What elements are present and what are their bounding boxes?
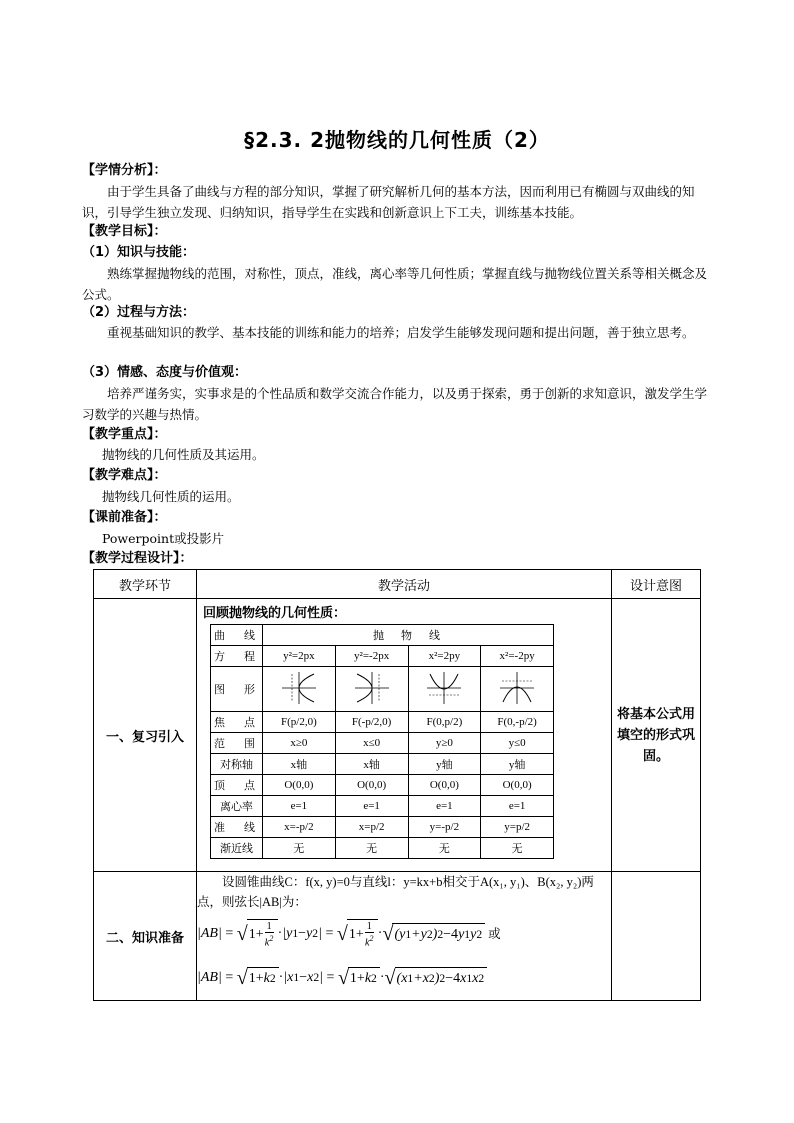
- inner-row-label: 对称轴: [211, 754, 263, 775]
- inner-cell: y=p/2: [481, 817, 554, 838]
- inner-cell: 无: [263, 838, 336, 859]
- parabola-graph-1: [280, 670, 318, 706]
- paragraph-goal-attitude: 培养严谨务实，实事求是的个性品质和数学交流合作能力，以及勇于探索，勇于创新的求知意识，激发学生学习数学的兴趣与热情。: [82, 386, 708, 422]
- heading-goal-process: （2）过程与方法：: [82, 305, 196, 320]
- inner-cell: y²=-2px: [335, 646, 408, 667]
- paragraph-analysis: 由于学生具备了曲线与方程的部分知识，掌握了研究解析几何的基本方法，因而利用已有椭圆与双曲线的知识，引导学生独立发现、归纳知识，指导学生在实践和创新意识上下工夫，训练基本技能。: [82, 184, 695, 220]
- inner-cell: y²=2px: [263, 646, 336, 667]
- heading-preparation: 【课前准备】：: [82, 510, 167, 525]
- inner-cell: x²=2py: [408, 646, 481, 667]
- paragraph-goal-knowledge: 熟练掌握抛物线的范围，对称性，顶点，准线，离心率等几何性质；掌握直线与抛物线位置关系等相关概念及公式。: [82, 266, 708, 302]
- inner-row: [211, 796, 554, 817]
- inner-row: [211, 838, 554, 859]
- activity-review: [197, 599, 612, 872]
- inner-header-row: [211, 625, 554, 646]
- inner-row-label: 范 围: [211, 733, 263, 754]
- inner-header-value: 抛 物 线: [263, 625, 554, 646]
- chord-formula-y: |AB| = √ 1+ $\frac{1}{k^2}$ · |y 1 − y 2 | = √ 1+ $\frac{1}{k^2}$ · √ (y 1 +y 2 ) 2 −4 y 1 y 2 或: [197, 920, 501, 949]
- heading-goal-attitude: （3）情感、态度与价值观：: [82, 365, 248, 380]
- inner-row: [211, 733, 554, 754]
- parabola-graph-4: [498, 670, 536, 706]
- or-text: 或: [488, 927, 501, 941]
- inner-cell: O(0,0): [408, 775, 481, 796]
- heading-goals: 【教学目标】：: [82, 224, 167, 239]
- lesson-table: [93, 569, 701, 1001]
- inner-cell: [408, 667, 481, 712]
- inner-cell: F(0,-p/2): [481, 712, 554, 733]
- inner-cell: y≥0: [408, 733, 481, 754]
- inner-row: [211, 646, 554, 667]
- inner-cell: x≥0: [263, 733, 336, 754]
- inner-cell: e=1: [335, 796, 408, 817]
- inner-cell: F(0,p/2): [408, 712, 481, 733]
- inner-row-label: 顶 点: [211, 775, 263, 796]
- inner-cell: y轴: [408, 754, 481, 775]
- header-activity: 教学活动: [197, 570, 612, 599]
- inner-cell: x=p/2: [335, 817, 408, 838]
- activity-preparation: [197, 872, 612, 1001]
- paragraph-goal-process: 重视基础知识的教学、基本技能的训练和能力的培养；启发学生能够发现问题和提出问题，善于独立思考。: [107, 325, 695, 340]
- inner-cell: O(0,0): [481, 775, 554, 796]
- inner-cell: x²=-2py: [481, 646, 554, 667]
- heading-difficulty: 【教学难点】：: [82, 468, 167, 483]
- inner-row-label: 焦 点: [211, 712, 263, 733]
- inner-cell: e=1: [408, 796, 481, 817]
- inner-cell: x轴: [335, 754, 408, 775]
- inner-row-label: 渐近线: [211, 838, 263, 859]
- inner-row: [211, 817, 554, 838]
- inner-cell: e=1: [481, 796, 554, 817]
- inner-cell: [481, 667, 554, 712]
- inner-cell: x=-p/2: [263, 817, 336, 838]
- inner-row: [211, 667, 554, 712]
- text-preparation: Powerpoint或投影片: [102, 531, 225, 546]
- parabola-properties-table: [210, 624, 554, 859]
- lesson-table-header: [94, 570, 701, 599]
- intent-preparation: [612, 872, 701, 1001]
- header-intent: 设计意图: [612, 570, 701, 599]
- inner-cell: [263, 667, 336, 712]
- inner-cell: y=-p/2: [408, 817, 481, 838]
- inner-cell: [335, 667, 408, 712]
- recall-title: 回顾抛物线的几何性质：: [203, 606, 347, 621]
- inner-row-label: 准 线: [211, 817, 263, 838]
- heading-goal-knowledge: （1）知识与技能：: [82, 245, 196, 260]
- inner-cell: x轴: [263, 754, 336, 775]
- inner-cell: y轴: [481, 754, 554, 775]
- inner-cell: F(p/2,0): [263, 712, 336, 733]
- inner-row: [211, 712, 554, 733]
- inner-cell: 无: [481, 838, 554, 859]
- inner-row-label: 方 程: [211, 646, 263, 667]
- inner-cell: O(0,0): [335, 775, 408, 796]
- heading-key: 【教学重点】：: [82, 427, 167, 442]
- stage-review: 一、复习引入: [94, 599, 197, 872]
- table-row: [94, 599, 701, 872]
- intent-review: 将基本公式用填空的形式巩固。: [612, 599, 701, 872]
- header-stage: 教学环节: [94, 570, 197, 599]
- table-row: [94, 872, 701, 1001]
- inner-row-label: 图 形: [211, 667, 263, 712]
- inner-row: [211, 775, 554, 796]
- inner-cell: y≤0: [481, 733, 554, 754]
- inner-cell: O(0,0): [263, 775, 336, 796]
- inner-row-label: 离心率: [211, 796, 263, 817]
- chord-formula-x: |AB| = √ 1+ k 2 · |x 1 − x 2 | = √ 1+ k 2 · √ (x 1 +x 2 ) 2 −4 x 1 x 2: [197, 956, 611, 1000]
- page-title: §2.3. 2抛物线的几何性质（2）: [244, 128, 550, 152]
- inner-cell: e=1: [263, 796, 336, 817]
- parabola-graph-2: [353, 670, 391, 706]
- text-key: 抛物线的几何性质及其运用。: [102, 447, 265, 462]
- inner-row: [211, 754, 554, 775]
- parabola-graph-3: [425, 670, 463, 706]
- heading-design: 【教学过程设计】：: [82, 551, 193, 566]
- inner-cell: F(-p/2,0): [335, 712, 408, 733]
- inner-cell: 无: [335, 838, 408, 859]
- text-difficulty: 抛物线几何性质的运用。: [102, 489, 240, 504]
- inner-header-label: 曲 线: [211, 625, 263, 646]
- chord-intro: 设圆锥曲线C：f(x, y)=0与直线l：y=kx+b相交于A(x₁, y₁)、B(x₂, y₂)两点，则弦长|AB|为：: [197, 875, 594, 909]
- heading-analysis: 【学情分析】：: [82, 163, 167, 178]
- inner-cell: x≤0: [335, 733, 408, 754]
- stage-preparation: 二、知识准备: [94, 872, 197, 1001]
- inner-cell: 无: [408, 838, 481, 859]
